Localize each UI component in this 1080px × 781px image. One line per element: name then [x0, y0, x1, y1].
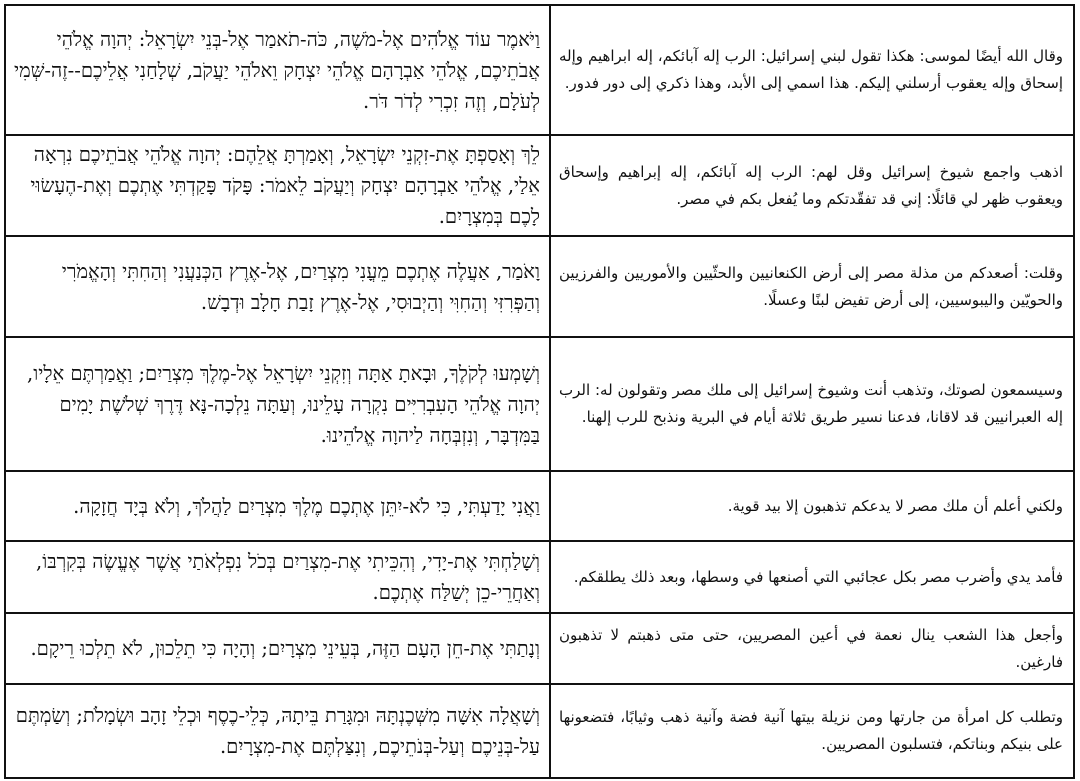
- verse-row: [5, 613, 1074, 684]
- hebrew-verse-cell: [5, 337, 550, 471]
- hebrew-verse-cell: [5, 613, 550, 684]
- arabic-verse-text: وتطلب كل امرأة من جارتها ومن نزيلة بيتها آنية فضة وآنية ذهب وثيابًا، فتضعونها على بنيكم وبناتكم، فتسلبون المصريين.: [559, 708, 1063, 753]
- arabic-verse-cell: [550, 613, 1074, 684]
- verse-row: [5, 236, 1074, 337]
- verse-row: [5, 471, 1074, 541]
- verse-row: [5, 541, 1074, 613]
- verse-row: [5, 337, 1074, 471]
- arabic-verse-text: وسيسمعون لصوتك، وتذهب أنت وشيوخ إسرائيل إلى ملك مصر وتقولون له: الرب إله العبرانيين قد لاقانا، فدعنا نسير طريق ثلاثة أيام في البرية ونذبح للرب إلهنا.: [559, 381, 1063, 426]
- arabic-verse-text: ولكني أعلم أن ملك مصر لا يدعكم تذهبون إلا بيد قوية.: [727, 496, 1063, 515]
- hebrew-verse-text: וַיֹּאמֶר עוֹד אֱלֹהִים אֶל-מֹשֶׁה, כֹּה-תֹאמַר אֶל-בְּנֵי יִשְׂרָאֵל: יְהוָה אֱלֹהֵי אֲבֹתֵיכֶם, אֱלֹהֵי אַבְרָהָם אֱלֹהֵי יִצְחָק וֵאלֹהֵי יַעֲקֹב, שְׁלָחַנִי אֲלֵיכֶם--זֶה-שְּׁמִי לְעֹלָם, וְזֶה זִכְרִי לְדֹר דֹּר.: [13, 27, 540, 113]
- hebrew-verse-text: וְשָׁמְעוּ לְקֹלֶךָ, וּבָאתָ אַתָּה וְזִקְנֵי יִשְׂרָאֵל אֶל-מֶלֶךְ מִצְרַיִם; וַאֲמַרְתֶּם אֵלָיו, יְהוָה אֱלֹהֵי הָעִבְרִיִּים נִקְרָה עָלֵינוּ, וְעַתָּה נֵלְכָה-נָּא דֶּרֶךְ שְׁלֹשֶׁת יָמִים בַּמִּדְבָּר, וְנִזְבְּחָה לַיהוָה אֱלֹהֵינוּ.: [27, 361, 540, 447]
- arabic-verse-cell: [550, 471, 1074, 541]
- verse-row: [5, 135, 1074, 236]
- arabic-verse-cell: [550, 541, 1074, 613]
- hebrew-verse-cell: [5, 236, 550, 337]
- arabic-verse-cell: [550, 337, 1074, 471]
- hebrew-verse-text: וְנָתַתִּי אֶת-חֵן הָעָם הַזֶּה, בְּעֵינֵי מִצְרָיִם; וְהָיָה כִּי תֵלֵכוּן, לֹא תֵלְכוּ רֵיקָם.: [30, 637, 540, 660]
- verse-row: [5, 5, 1074, 135]
- hebrew-verse-cell: [5, 684, 550, 778]
- arabic-verse-cell: [550, 236, 1074, 337]
- hebrew-verse-text: וַאֲנִי יָדַעְתִּי, כִּי לֹא-יִתֵּן אֶתְכֶם מֶלֶךְ מִצְרַיִם לַהֲלֹךְ, וְלֹא בְּיָד חֲזָקָה.: [73, 494, 540, 518]
- arabic-verse-text: وقال الله أيضًا لموسى: هكذا تقول لبني إسرائيل: الرب إله آبائكم، إله ابراهيم وإله إسحاق وإله يعقوب أرسلني إليكم. هذا اسمي إلى الأبد، وهذا ذكري إلى دور فدور.: [559, 47, 1063, 92]
- arabic-verse-text: وقلت: أصعدكم من مذلة مصر إلى أرض الكنعانيين والحثّيين والأموريين والفرزيين والحويّين واليبوسيين، إلى أرض تفيض لبنًا وعسلًا.: [559, 263, 1063, 309]
- hebrew-verse-cell: [5, 135, 550, 236]
- arabic-verse-cell: [550, 684, 1074, 778]
- hebrew-verse-cell: [5, 5, 550, 135]
- verse-row: [5, 684, 1074, 778]
- hebrew-verse-text: לֵךְ וְאָסַפְתָּ אֶת-זִקְנֵי יִשְׂרָאֵל, וְאָמַרְתָּ אֲלֵהֶם: יְהוָה אֱלֹהֵי אֲבֹתֵיכֶם נִרְאָה אֵלַי, אֱלֹהֵי אַבְרָהָם יִצְחָק וְיַעֲקֹב לֵאמֹר: פָּקֹד פָּקַדְתִּי אֶתְכֶם וְאֶת-הֶעָשׂוּי לָכֶם בְּמִצְרָיִם.: [30, 143, 540, 228]
- parallel-text-table: [4, 4, 1075, 779]
- arabic-verse-cell: [550, 5, 1074, 135]
- hebrew-verse-text: וָאֹמַר, אַעֲלֶה אֶתְכֶם מֵעֳנִי מִצְרַיִם, אֶל-אֶרֶץ הַכְּנַעֲנִי וְהַחִתִּי וְהָאֱמֹרִי וְהַפְּרִזִּי וְהַחִוִּי וְהַיְבוּסִי, אֶל-אֶרֶץ זָבַת חָלָב וּדְבָשׁ.: [61, 259, 540, 314]
- hebrew-verse-cell: [5, 541, 550, 613]
- hebrew-verse-cell: [5, 471, 550, 541]
- arabic-verse-text: اذهب واجمع شيوخ إسرائيل وقل لهم: الرب إله آبائكم، إله إبراهيم وإسحاق ويعقوب ظهر لي قائلًا: إني قد تفقّدتكم وما يُفعل بكم في مصر.: [559, 162, 1063, 208]
- arabic-verse-text: فأمد يدي وأضرب مصر بكل عجائبي التي أصنعها في وسطها، وبعد ذلك يطلقكم.: [573, 567, 1063, 586]
- hebrew-verse-text: וְשָׁלַחְתִּי אֶת-יָדִי, וְהִכֵּיתִי אֶת-מִצְרַיִם בְּכֹל נִפְלְאֹתַי אֲשֶׁר אֶעֱשֶׂה בְּקִרְבּוֹ, וְאַחֲרֵי-כֵן יְשַׁלַּח אֶתְכֶם.: [36, 550, 540, 604]
- arabic-verse-cell: [550, 135, 1074, 236]
- arabic-verse-text: وأجعل هذا الشعب ينال نعمة في أعين المصريين، حتى متى ذهبتم لا تذهبون فارغين.: [559, 625, 1063, 671]
- hebrew-verse-text: וְשָׁאֲלָה אִשָּׁה מִשְּׁכֶנְתָּהּ וּמִגָּרַת בֵּיתָהּ, כְּלֵי-כֶסֶף וּכְלֵי זָהָב וּשְׂמָלֹת; וְשַׂמְתֶּם עַל-בְּנֵיכֶם וְעַל-בְּנֹתֵיכֶם, וְנִצַּלְתֶּם אֶת-מִצְרָיִם.: [15, 704, 540, 758]
